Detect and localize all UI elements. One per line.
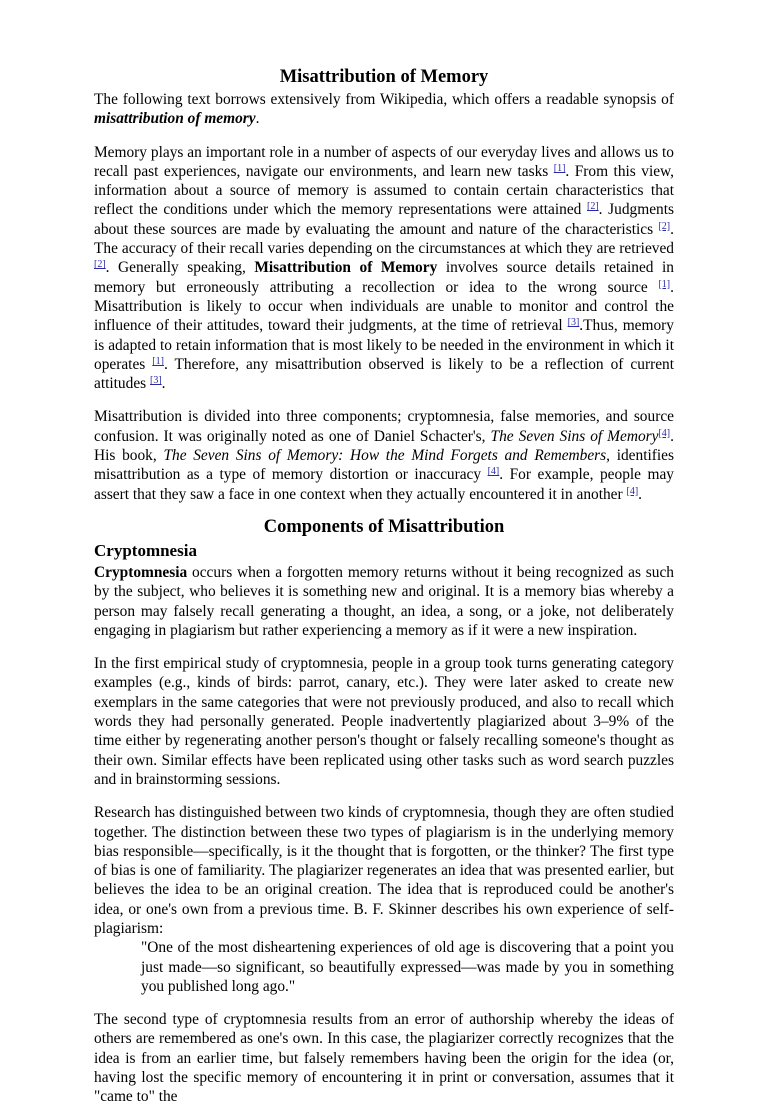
book-title: The Seven Sins of Memory: [490, 427, 659, 445]
intro-emphasis: misattribution of memory: [94, 110, 256, 128]
citation-link[interactable]: [1]: [152, 355, 164, 367]
citation-link[interactable]: [2]: [94, 259, 106, 271]
citation-link[interactable]: [1]: [658, 278, 671, 290]
paragraph-second-type: The second type of cryptomnesia results from an error of authorship whereby the ideas of others are remembered as one's own. In this case, the plagiarizer correctly recognizes that the idea is from an earlier time, but falsely remembers having been the origin for the idea (or, having lost the specific memory of encountering it in print or conversation, assumes that it "came to" the: [94, 1011, 674, 1106]
paragraph-components: Misattribution is divided into three components; cryptomnesia, false memories, and source confusion. It was originally noted as one of Daniel Schacter's, The Seven Sins of Memory[4]. His book, The Seven Sins of Memory: How the Mind Forgets and Remembers, identifies misattribution as a type of memory distortion or inaccuracy [4]. For example, people may assert that they saw a face in one context when they actually encountered it in another [4].: [94, 408, 674, 503]
citation-link[interactable]: [4]: [487, 466, 500, 478]
document-title: Misattribution of Memory: [279, 67, 489, 87]
paragraph-empirical-study: In the first empirical study of cryptomnesia, people in a group took turns generating category examples (e.g., kinds of birds: parrot, canary, etc.). They were later asked to create new exemplars in the same categories that were not previously produced, and also to recall which words they had personally generated. People inadvertently plagiarized about 3–9% of the time either by regenerating another person's thought or falsely recalling someone's thought as their own. Similar effects have been replicated using other tasks such as word search puzzles and in brainstorming sessions.: [94, 655, 674, 788]
term-cryptomnesia: Cryptomnesia: [94, 563, 188, 581]
book-full-title: The Seven Sins of Memory: How the Mind Forgets and Remembers: [163, 447, 607, 465]
paragraph-cryptomnesia-definition: Cryptomnesia occurs when a forgotten memory returns without it being recognized as such by the subject, who believes it is something new and original. It is a memory bias whereby a person may falsely recall generating a thought, an idea, a song, or a joke, not deliberately engaging in plagiarism but rather experiencing a memory as if it were a new inspiration.: [94, 563, 674, 639]
section-heading: Components of Misattribution: [263, 516, 505, 537]
intro-paragraph: The following text borrows extensively from Wikipedia, which offers a readable synopsis of misattribution of memory.: [94, 91, 674, 128]
citation-link[interactable]: [4]: [626, 485, 639, 497]
citation-link[interactable]: [2]: [587, 201, 599, 213]
paragraph-memory-role: Memory plays an important role in a number of aspects of our everyday lives and allows us to recall past experiences, navigate our environments, and learn new tasks [1]. From this view, information about a source of memory is assumed to contain certain characteristics that reflect the conditions under which the memory representations were attained [2]. Judgments about these sources are made by evaluating the amount and nature of the characteristics [2]. The accuracy of their recall varies depending on the circumstances at which they are retrieved [2]. Generally speaking, Misattribution of Memory involves source details retained in memory but erroneously attributing a recollection or idea to the wrong source [1]. Misattribution is likely to occur when individuals are unable to monitor and control the influence of their attitudes, toward their judgments, at the time of retrieval [3].Thus, memory is adapted to retain information that is most likely to be needed in the environment in which it operates [1]. Therefore, any misattribution observed is likely to be a reflection of current attitudes [3].: [94, 143, 675, 393]
subsection-heading: Cryptomnesia: [94, 540, 197, 560]
paragraph-two-kinds: Research has distinguished between two kinds of cryptomnesia, though they are often studied together. The distinction between these two types of plagiarism is in the underlying memory bias responsible—specifically, is it the thought that is forgotten, or the thinker? The first type of bias is one of familiarity. The plagiarizer regenerates an idea that was presented earlier, but believes the idea to be an original creation. The idea that is reproduced could be another's idea, or one's own from a previous time. B. F. Skinner describes his own experience of self-plagiarism:: [94, 804, 674, 937]
term-misattribution: Misattribution of Memory: [254, 259, 438, 277]
citation-link[interactable]: [4]: [658, 427, 671, 439]
citation-link[interactable]: [3]: [150, 375, 162, 387]
skinner-quote: "One of the most disheartening experiences of old age is discovering that a point you just made—so significant, so beautifully expressed—was made by you in something you published long ago.": [141, 939, 674, 995]
citation-link[interactable]: [2]: [658, 220, 671, 232]
citation-link[interactable]: [3]: [567, 317, 580, 329]
citation-link[interactable]: [1]: [553, 162, 566, 174]
